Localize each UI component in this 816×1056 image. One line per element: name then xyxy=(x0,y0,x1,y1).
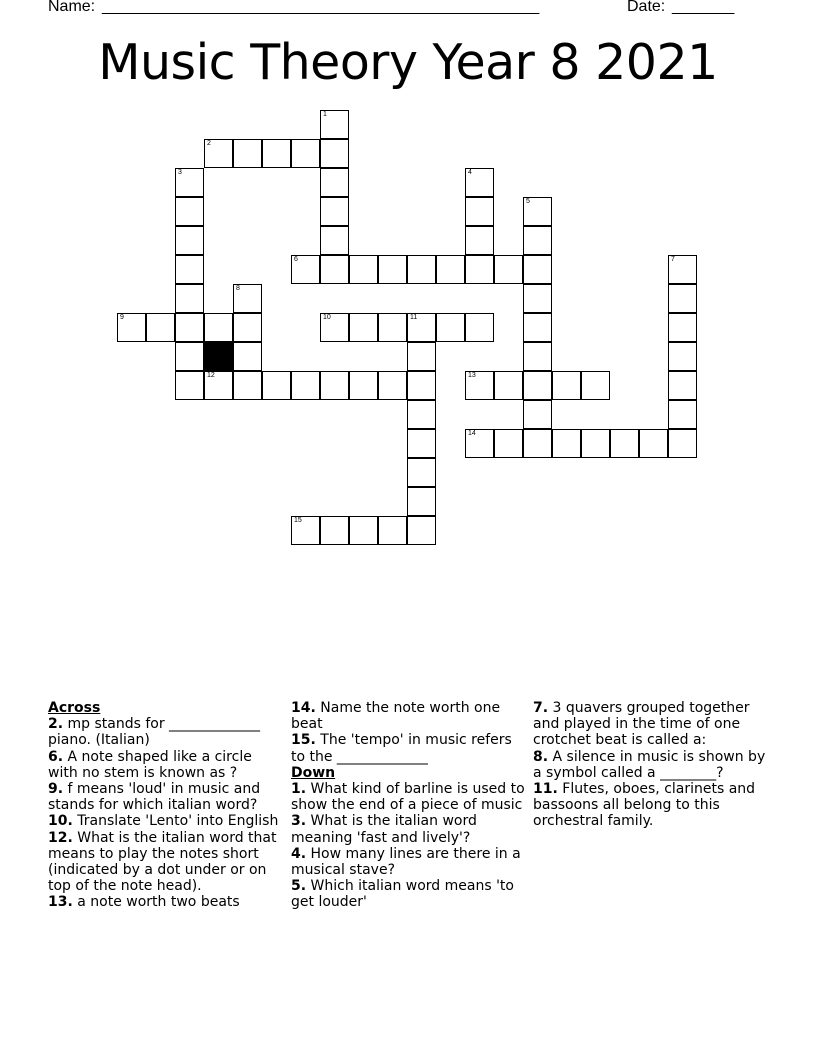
clue-text: How many lines are there in a musical stave? xyxy=(291,845,521,879)
clue-number: 5 xyxy=(526,198,530,205)
clue-number-label: 10. xyxy=(48,813,73,830)
crossword-cell[interactable] xyxy=(349,371,378,400)
clue-item xyxy=(291,878,527,910)
crossword-cell[interactable] xyxy=(204,371,233,400)
crossword-cell[interactable] xyxy=(378,516,407,545)
across-heading: Across xyxy=(48,700,101,716)
clue-text: a note worth two beats xyxy=(72,894,240,911)
crossword-cell[interactable] xyxy=(233,284,262,313)
crossword-cell[interactable] xyxy=(407,458,436,487)
crossword-cell[interactable] xyxy=(233,313,262,342)
clues-column-3 xyxy=(533,700,771,830)
clue-item xyxy=(533,781,771,830)
crossword-cell[interactable] xyxy=(465,197,494,226)
clue-text: What kind of barline is used to show the end of a piece of music xyxy=(291,781,525,814)
clue-number: 14 xyxy=(468,430,476,437)
clue-item xyxy=(291,732,527,764)
clue-number-label: 1. xyxy=(291,781,307,798)
crossword-cell[interactable] xyxy=(407,313,436,342)
crossword-cell[interactable] xyxy=(407,429,436,458)
clue-number-label: 13. xyxy=(48,894,73,911)
clue-item xyxy=(48,781,280,813)
crossword-cell[interactable] xyxy=(436,255,465,284)
clue-number: 13 xyxy=(468,372,476,379)
clue-text: A note shaped like a circle with no stem is known as ? xyxy=(48,748,252,781)
clue-number: 8 xyxy=(236,285,240,292)
crossword-cell[interactable] xyxy=(494,255,523,284)
clue-number-label: 9. xyxy=(48,781,64,798)
clue-number-label: 8. xyxy=(533,748,549,765)
crossword-cell[interactable] xyxy=(291,371,320,400)
clue-text: mp stands for _____________ piano. (Italian) xyxy=(48,716,261,749)
clue-number-label: 11. xyxy=(533,781,558,798)
crossword-cell[interactable] xyxy=(494,429,523,458)
clue-item xyxy=(533,749,771,781)
crossword-cell[interactable] xyxy=(407,516,436,545)
clue-number-label: 4. xyxy=(291,845,307,862)
clue-item xyxy=(291,846,527,878)
clue-text: What is the italian word meaning 'fast and lively'? xyxy=(291,813,477,846)
clue-item xyxy=(533,700,771,749)
clue-number-label: 3. xyxy=(291,813,307,830)
crossword-cell[interactable] xyxy=(407,255,436,284)
clue-text: 3 quavers grouped together and played in the time of one crotchet beat is called a: xyxy=(533,700,750,749)
page-title: Music Theory Year 8 2021 xyxy=(98,34,718,91)
crossword-cell[interactable] xyxy=(494,371,523,400)
crossword-cell[interactable] xyxy=(465,313,494,342)
crossword-cell[interactable] xyxy=(610,429,639,458)
crossword-cell[interactable] xyxy=(581,371,610,400)
crossword-cell[interactable] xyxy=(175,284,204,313)
clue-item xyxy=(48,749,280,781)
clue-number-label: 2. xyxy=(48,716,64,733)
crossword-cell[interactable] xyxy=(291,516,320,545)
crossword-cell[interactable] xyxy=(204,313,233,342)
crossword-cell[interactable] xyxy=(668,400,697,429)
clue-text: The 'tempo' in music refers to the _____________ xyxy=(291,732,512,765)
clue-number: 10 xyxy=(323,314,331,321)
crossword-cell[interactable] xyxy=(668,313,697,342)
clues-column-1 xyxy=(48,700,280,911)
crossword-cell[interactable] xyxy=(523,342,552,371)
clue-text: Name the note worth one beat xyxy=(291,700,501,733)
crossword-cell[interactable] xyxy=(175,255,204,284)
crossword-cell[interactable] xyxy=(668,284,697,313)
crossword-cell[interactable] xyxy=(320,197,349,226)
crossword-cell[interactable] xyxy=(407,487,436,516)
crossword-cell[interactable] xyxy=(320,255,349,284)
crossword-cell[interactable] xyxy=(349,313,378,342)
crossword-cell[interactable] xyxy=(320,139,349,168)
crossword-cell[interactable] xyxy=(523,313,552,342)
crossword-cell[interactable] xyxy=(175,371,204,400)
crossword-cell[interactable] xyxy=(465,226,494,255)
clue-number: 9 xyxy=(120,314,124,321)
crossword-cell[interactable] xyxy=(378,371,407,400)
crossword-cell[interactable] xyxy=(465,255,494,284)
crossword-cell[interactable] xyxy=(175,226,204,255)
crossword-cell[interactable] xyxy=(175,342,204,371)
clue-number-label: 12. xyxy=(48,829,73,846)
crossword-cell[interactable] xyxy=(465,168,494,197)
crossword-cell[interactable] xyxy=(262,139,291,168)
clue-number-label: 14. xyxy=(291,700,316,716)
clue-number: 11 xyxy=(410,314,418,321)
crossword-cell[interactable] xyxy=(262,371,291,400)
crossword-cell[interactable] xyxy=(349,255,378,284)
clue-number: 7 xyxy=(671,256,675,263)
name-field[interactable]: ____________________________________________________ xyxy=(102,0,539,15)
crossword-cell[interactable] xyxy=(668,255,697,284)
clue-number-label: 6. xyxy=(48,748,64,765)
crossword-cell[interactable] xyxy=(320,226,349,255)
header xyxy=(0,0,816,22)
crossword-cell[interactable] xyxy=(465,429,494,458)
clue-text: Which italian word means 'to get louder' xyxy=(291,878,514,911)
clue-text: Flutes, oboes, clarinets and bassoons all belong to this orchestral family. xyxy=(533,781,756,830)
crossword-cell[interactable] xyxy=(291,139,320,168)
clue-item xyxy=(48,813,280,829)
crossword-cell[interactable] xyxy=(407,400,436,429)
crossword-cell[interactable] xyxy=(349,516,378,545)
clue-item xyxy=(48,830,280,895)
clue-text: f means 'loud' in music and stands for which italian word? xyxy=(48,781,261,814)
crossword-cell[interactable] xyxy=(320,168,349,197)
crossword-cell[interactable] xyxy=(552,429,581,458)
crossword-cell[interactable] xyxy=(204,139,233,168)
crossword-cell[interactable] xyxy=(523,429,552,458)
clue-number: 3 xyxy=(178,169,182,176)
crossword-cell[interactable] xyxy=(320,313,349,342)
crossword-cell[interactable] xyxy=(523,197,552,226)
crossword-cell[interactable] xyxy=(407,371,436,400)
clue-item xyxy=(48,894,280,910)
crossword-cell[interactable] xyxy=(233,342,262,371)
crossword-cell[interactable] xyxy=(175,168,204,197)
date-label: Date: xyxy=(627,0,666,15)
clue-number: 15 xyxy=(294,517,302,524)
crossword-cell[interactable] xyxy=(523,400,552,429)
crossword-cell[interactable] xyxy=(378,255,407,284)
clue-item xyxy=(291,813,527,845)
crossword-cell[interactable] xyxy=(175,197,204,226)
clue-number-label: 15. xyxy=(291,732,316,749)
crossword-cell[interactable] xyxy=(320,516,349,545)
clue-item xyxy=(291,700,527,732)
clue-number-label: 5. xyxy=(291,878,307,895)
clue-text: Translate 'Lento' into English xyxy=(72,813,279,830)
crossword-cell[interactable] xyxy=(436,313,465,342)
clue-number: 12 xyxy=(207,372,215,379)
name-label: Name: xyxy=(48,0,96,15)
crossword-cell[interactable] xyxy=(320,110,349,139)
clue-number-label: 7. xyxy=(533,700,549,716)
crossword-cell[interactable] xyxy=(668,429,697,458)
clue-number: 4 xyxy=(468,169,472,176)
crossword-cell[interactable] xyxy=(117,313,146,342)
clue-number: 6 xyxy=(294,256,298,263)
crossword-cell[interactable] xyxy=(581,429,610,458)
crossword-cell[interactable] xyxy=(378,313,407,342)
crossword-cell[interactable] xyxy=(320,371,349,400)
crossword-cell[interactable] xyxy=(523,226,552,255)
clue-item xyxy=(48,716,280,748)
crossword-cell[interactable] xyxy=(668,342,697,371)
blocked-cell xyxy=(204,342,233,371)
crossword-cell[interactable] xyxy=(639,429,668,458)
crossword-cell[interactable] xyxy=(552,371,581,400)
crossword-cell[interactable] xyxy=(523,371,552,400)
crossword-cell[interactable] xyxy=(523,255,552,284)
clue-item xyxy=(291,781,527,813)
clues-column-2 xyxy=(291,700,527,911)
crossword-cell[interactable] xyxy=(233,139,262,168)
clue-number: 2 xyxy=(207,140,211,147)
down-heading: Down xyxy=(291,764,336,781)
date-field[interactable]: _______ xyxy=(672,0,735,15)
crossword-cell[interactable] xyxy=(668,371,697,400)
crossword-cell[interactable] xyxy=(407,342,436,371)
crossword-cell[interactable] xyxy=(233,371,262,400)
clue-number: 1 xyxy=(323,111,327,118)
crossword-cell[interactable] xyxy=(146,313,175,342)
crossword-cell[interactable] xyxy=(523,284,552,313)
crossword-cell[interactable] xyxy=(291,255,320,284)
crossword-cell[interactable] xyxy=(465,371,494,400)
clue-text: A silence in music is shown by a symbol called a ________? xyxy=(533,748,766,781)
crossword-cell[interactable] xyxy=(175,313,204,342)
clue-text: What is the italian word that means to play the notes short (indicated by a dot under or on top of the note head). xyxy=(48,829,277,895)
